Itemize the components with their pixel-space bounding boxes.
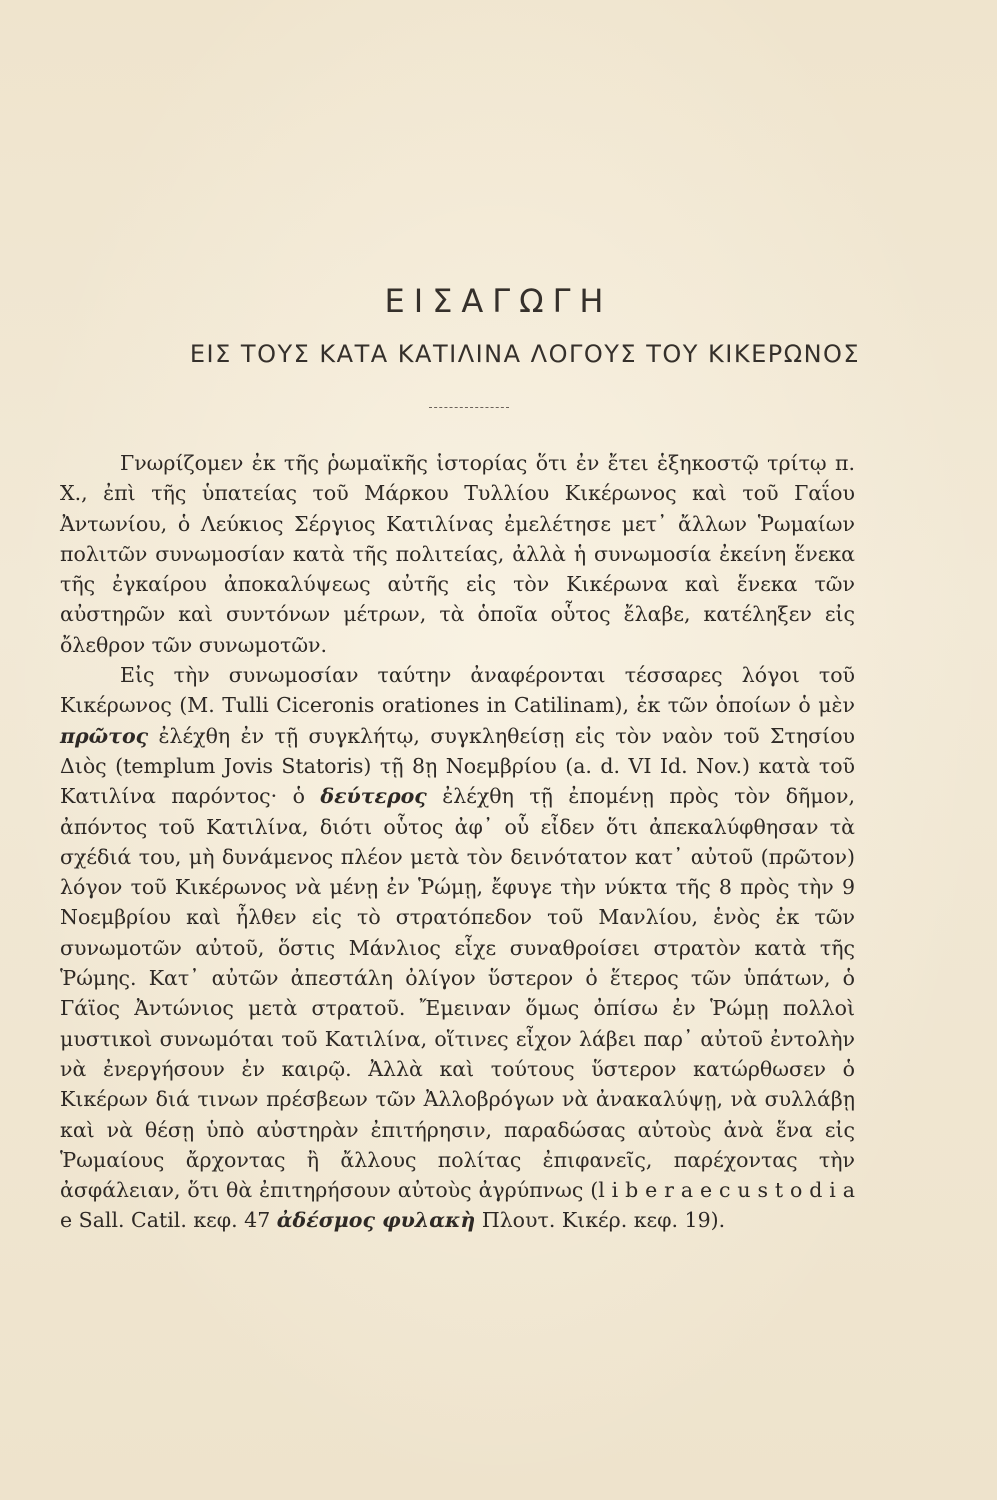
paragraph-2 bbox=[60, 660, 855, 1236]
paragraph-1: Γνωρίζομεν ἐκ τῆς ῥωμαϊκῆς ἱστορίας ὅτι ἐν ἔτει ἑξηκοστῷ τρίτῳ π. Χ., ἐπὶ τῆς ὑπατείας τοῦ Μάρκου Τυλλίου Κικέρωνος καὶ τοῦ Γαΐου Ἀντωνίου, ὁ Λεύκιος Σέργιος Κατιλίνας ἐμελέτησε μετ᾽ ἄλλων Ῥωμαίων πολιτῶν συνωμοσίαν κατὰ τῆς πολιτείας, ἀλλὰ ἡ συνωμοσία ἐκείνη ἕνεκα τῆς ἐγκαίρου ἀποκαλύψεως αὐτῆς εἰς τὸν Κικέρωνα καὶ ἕνεκα τῶν αὐστηρῶν καὶ συντόνων μέτρων, τὰ ὁποῖα οὗτος ἔλαβε, κατέληξεν εἰς ὄλεθρον τῶν συνωμοτῶν. bbox=[60, 451, 855, 657]
emphasis-deuteros: δεύτερος bbox=[320, 784, 427, 809]
paragraph-2-text-c: ἐλέχθη τῇ ἐπομένῃ πρὸς τὸν δῆμον, ἀπόντος τοῦ Κατιλίνα, διότι οὗτος ἀφ᾽ οὗ εἶδεν ὅτι ἀπεκαλύφθησαν τὰ σχέδιά του, μὴ δυνάμενος πλέον μετὰ τὸν δεινότατον κατ᾽ αὐτοῦ (πρῶτον) λόγον τοῦ Κικέρωνος νὰ μένῃ ἐν Ῥώμῃ, ἔφυγε τὴν νύκτα τῆς 8 πρὸς τὴν 9 Νοεμβρίου καὶ ἦλθεν εἰς τὸ στρατόπεδον τοῦ Μανλίου, ἑνὸς ἐκ τῶν συνωμοτῶν αὐτοῦ, ὅστις Μάνλιος εἶχε συναθροίσει στρατὸν κατὰ τῆς Ῥώμης. Κατ᾽ αὐτῶν ἀπεστάλη ὀλίγον ὕστερον ὁ ἕτερος τῶν ὑπάτων, ὁ Γάϊος Ἀντώνιος μετὰ στρατοῦ. Ἔμειναν ὅμως ὀπίσω ἐν Ῥώμῃ πολλοὶ μυστικοὶ συνωμόται τοῦ Κατιλίνα, οἵτινες εἶχον λάβει παρ᾽ αὐτοῦ ἐντολὴν νὰ ἐνεργήσουν ἐν καιρῷ. Ἀλλὰ καὶ τούτους ὕστερον κατώρθωσεν ὁ Κικέρων διά τινων πρέσβεων τῶν Ἀλλοβρόγων νὰ ἀνακαλύψῃ, νὰ συλλάβῃ καὶ νὰ θέσῃ ὑπὸ αὐστηρὰν ἐπιτήρησιν, παραδώσας αὐτοὺς ἀνὰ ἕνα εἰς Ῥωμαίους ἄρχοντας ἢ ἄλλους πολίτας ἐπιφανεῖς, παρέχοντας τὴν ἀσφάλειαν, ὅτι θὰ ἐπιτηρήσουν αὐτοὺς ἀγρύπνως (l i b e r a e c u s t o d i a e Sall. Catil. κεφ. 47 bbox=[60, 784, 855, 1233]
body-text bbox=[60, 448, 855, 1236]
page-title: ΕΙΣΑΓΩΓΗ bbox=[384, 282, 613, 320]
emphasis-protos: πρῶτος bbox=[60, 723, 149, 748]
paragraph-2-text-d: Πλουτ. Κικέρ. κεφ. 19). bbox=[475, 1208, 726, 1233]
paragraph-2-text-a: Εἰς τὴν συνωμοσίαν ταύτην ἀναφέρονται τέσσαρες λόγοι τοῦ Κικέρωνος (M. Tulli Ciceronis orationes in Catilinam), ἐκ τῶν ὁποίων ὁ μὲν bbox=[60, 663, 855, 718]
paragraph-2-text-b: ἐλέχθη ἐν τῇ συγκλήτῳ, συγκληθείσῃ εἰς τὸν ναὸν τοῦ Στησίου Διὸς (templum Jovis Statoris) τῇ 8ῃ Νοεμβρίου (a. d. VI Id. Nov.) κατὰ τοῦ Κατιλίνα παρόντος· ὁ bbox=[60, 723, 855, 809]
page-subtitle: ΕΙΣ ΤΟΥΣ ΚΑΤΑ ΚΑΤΙΛΙΝΑ ΛΟΓΟΥΣ ΤΟΥ ΚΙΚΕΡΩΝΟΣ bbox=[189, 340, 861, 368]
title-divider bbox=[429, 407, 509, 408]
emphasis-adesmos-fylaki: ἀδέσμος φυλακὴ bbox=[276, 1208, 476, 1233]
